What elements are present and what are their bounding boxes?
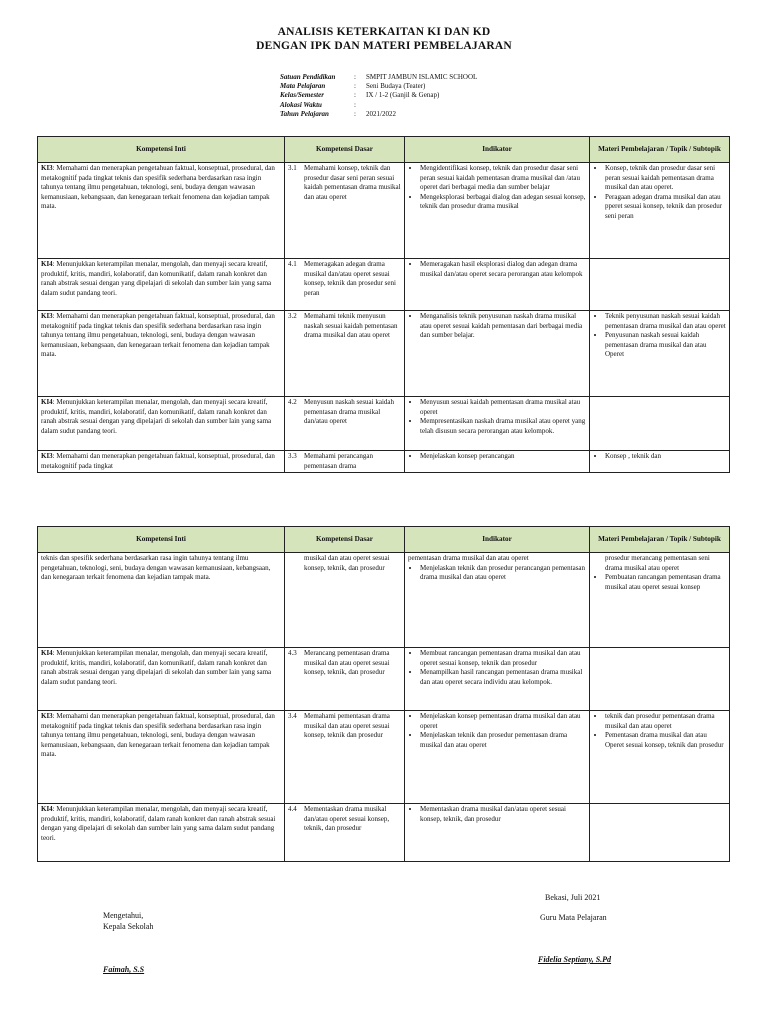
materi-cell bbox=[590, 163, 730, 259]
kd-cell bbox=[285, 397, 405, 451]
materi-item: • Konsep , teknik dan bbox=[605, 452, 726, 462]
indikator-list bbox=[408, 649, 586, 687]
ki-code: KI4 bbox=[41, 649, 53, 657]
ki-code: KI4 bbox=[41, 260, 53, 268]
indikator-list bbox=[408, 398, 586, 436]
kd-text: Menyusun naskah sesuai kaidah pementasan drama musikal dan/atau operet bbox=[304, 398, 395, 426]
indikator-cell bbox=[405, 451, 590, 473]
indikator-item: • Mengidentifikasi konsep, teknik dan prosedur dasar seni peran sesuai kaidah pementasan drama musikal dan /atau operet dari berbagai media dan sumber belajar bbox=[420, 164, 586, 193]
kd-number: 3.3 bbox=[288, 452, 297, 460]
info-row bbox=[280, 91, 477, 100]
info-key: Mata Pelajaran bbox=[280, 82, 326, 91]
ki-text: : Memahami dan menerapkan pengetahuan faktual, konseptual, prosedural, dan metakognitif pada tingkat teknis dan spesifik sederhana berdasarkan rasa ingin tahunya tentang ilmu pengetahuan, teknologi, seni, budaya dengan wawasan kemanusiaan, kebangsaan, dan kenegaraan terkait fenomena dan kejadian tampak mata. bbox=[41, 712, 275, 759]
document-title-line-2: DENGAN IPK DAN MATERI PEMBELAJARAN bbox=[256, 40, 512, 52]
materi-cell bbox=[590, 804, 730, 862]
materi-item: • Pementasan drama musikal dan atau Operet sesuai konsep, teknik dan prosedur bbox=[605, 731, 726, 750]
materi-cell bbox=[590, 553, 730, 648]
indikator-list bbox=[408, 164, 586, 212]
ki-text: : Memahami dan menerapkan pengetahuan faktual, konseptual, prosedural, dan metakognitif pada tingkat bbox=[41, 452, 275, 470]
header-materi: Materi Pembelajaran / Topik / Subtopik bbox=[590, 527, 730, 553]
table-row bbox=[38, 259, 730, 311]
materi-item: • Penyusunan naskah sesuai kaidah pementasan drama musikal dan atau Operet bbox=[605, 331, 726, 360]
header-kompetensi-dasar: Kompetensi Dasar bbox=[285, 137, 405, 163]
materi-item: • Teknik penyusunan naskah sesuai kaidah pementasan drama musikal dan atau operet bbox=[605, 312, 726, 331]
indikator-cell bbox=[405, 711, 590, 804]
info-value: SMPIT JAMBUN ISLAMIC SCHOOL bbox=[366, 73, 478, 81]
header-materi: Materi Pembelajaran / Topik / Subtopik bbox=[590, 137, 730, 163]
kd-number: 3.4 bbox=[288, 712, 297, 720]
materi-list bbox=[593, 712, 726, 750]
materi-list bbox=[593, 312, 726, 360]
kd-text: Memeragakan adegan drama musikal dan/atau operet sesuai konsep, teknik dan prosedur seni peran bbox=[304, 260, 396, 297]
kd-number: 4.4 bbox=[288, 805, 297, 813]
indikator-cell bbox=[405, 804, 590, 862]
kd-number: 4.1 bbox=[288, 260, 297, 268]
ki-cell bbox=[38, 553, 285, 648]
indikator-list bbox=[408, 260, 586, 279]
signature-right-name: Fidelia Septiany, S.Pd bbox=[538, 955, 612, 964]
ki-cell bbox=[38, 451, 285, 473]
kd-content bbox=[288, 164, 401, 202]
kd-number: 3.1 bbox=[288, 164, 297, 172]
indikator-cell bbox=[405, 163, 590, 259]
kd-content bbox=[288, 452, 401, 471]
info-value: Seni Budaya (Teater) bbox=[366, 82, 426, 91]
info-value: 2021/2022 bbox=[366, 109, 396, 118]
ki-cell bbox=[38, 804, 285, 862]
indikator-continued: pementasan drama musikal dan atau operet bbox=[408, 554, 529, 562]
ki-code: KI3 bbox=[41, 164, 53, 172]
document-title-line-1: ANALISIS KETERKAITAN KI DAN KD bbox=[277, 26, 491, 38]
ki-text: : Menunjukkan keterampilan menalar, mengolah, dan menyaji secara kreatif, produktif, kritis, mandiri, kolaboratif, dan komunikatif, dalam ranah konkret dan ranah abstrak sesuai dengan yang dipelajari di sekolah dan sumber lain yang sama dalam sudut pandang teori. bbox=[41, 398, 272, 435]
kd-content bbox=[288, 398, 401, 427]
table-row bbox=[38, 711, 730, 804]
kd-text: Memahami perancangan pementasan drama bbox=[304, 452, 373, 470]
indikator-list bbox=[408, 805, 586, 824]
table-row bbox=[38, 397, 730, 451]
info-row bbox=[280, 73, 477, 82]
materi-list bbox=[593, 452, 726, 462]
analysis-table-page-2 bbox=[37, 526, 730, 862]
indikator-item: • Membuat rancangan pementasan drama musikal dan atau operet sesuai konsep, teknik dan prosedur bbox=[420, 649, 586, 668]
materi-item: • Konsep, teknik dan prosedur dasar seni peran sesuai kaidah pementasan drama musikal dan atau operet. bbox=[605, 164, 726, 193]
signature-left-name: Faimah, S.S bbox=[103, 965, 145, 974]
indikator-item: • Menjelaskan teknik dan prosedur pementasan drama musikal dan atau operet bbox=[420, 731, 586, 750]
materi-cell bbox=[590, 397, 730, 451]
materi-list bbox=[593, 164, 726, 222]
header-indikator: Indikator bbox=[405, 527, 590, 553]
indikator-list bbox=[408, 312, 586, 341]
signature-right-role: Guru Mata Pelajaran bbox=[540, 913, 607, 922]
ki-cell bbox=[38, 711, 285, 804]
ki-code: KI3 bbox=[41, 712, 53, 720]
header-indikator: Indikator bbox=[405, 137, 590, 163]
kd-text: Mementaskan drama musikal dan/atau operet sesuai konsep, teknik, dan prosedur bbox=[304, 805, 390, 833]
kd-content bbox=[288, 649, 401, 678]
materi-continued: prosedur merancang pementasan seni drama musikal atau operet bbox=[605, 554, 710, 572]
header-kompetensi-inti: Kompetensi Inti bbox=[38, 527, 285, 553]
header-kompetensi-dasar: Kompetensi Dasar bbox=[285, 527, 405, 553]
identity-info bbox=[280, 73, 477, 119]
materi-item: • teknik dan prosedur pementasan drama musikal dan atau operet bbox=[605, 712, 726, 731]
indikator-item: • Menjelaskan konsep pementasan drama musikal dan atau operet bbox=[420, 712, 586, 731]
indikator-item: • Menyusun sesuai kaidah pementasan drama musikal atau operet bbox=[420, 398, 586, 417]
header-kompetensi-inti: Kompetensi Inti bbox=[38, 137, 285, 163]
kd-cell bbox=[285, 553, 405, 648]
kd-cell bbox=[285, 451, 405, 473]
kd-cell bbox=[285, 804, 405, 862]
kd-number: 4.2 bbox=[288, 398, 297, 406]
indikator-item: • Memeragakan hasil eksplorasi dialog dan adegan drama musikal dan/atau operet secara perorangan atau kelompok bbox=[420, 260, 586, 279]
kd-text: Memahami pementasan drama musikal dan atau operet sesuai konsep, teknik dan prosedur bbox=[304, 712, 390, 740]
kd-number: 3.2 bbox=[288, 312, 297, 320]
info-value: IX / 1-2 (Ganjil & Genap) bbox=[366, 91, 440, 100]
indikator-list bbox=[408, 452, 586, 462]
kd-text: Memahami teknik menyusun naskah sesuai kaidah pementasan drama musikal dan atau operet bbox=[304, 312, 398, 340]
materi-item: • Peragaan adegan drama musikal dan atau pperet sesuai konsep, teknik dan prosedur seni peran bbox=[605, 193, 726, 222]
info-key: Satuan Pendidikan bbox=[280, 73, 336, 81]
info-colon: : bbox=[354, 82, 356, 91]
kd-text: musikal dan atau operet sesuai konsep, teknik, dan prosedur bbox=[304, 554, 390, 572]
kd-text: Memahami konsep, teknik dan prosedur dasar seni peran sesuai kaidah pementasan drama musikal dan atau operet bbox=[304, 164, 401, 201]
signature-left-role-1: Mengetahui, bbox=[103, 911, 144, 920]
ki-cell bbox=[38, 311, 285, 397]
info-key: Kelas/Semester bbox=[280, 91, 324, 100]
indikator-item: • Menampilkan hasil rancangan pementasan drama musikal dan atau operet secara individu atau kelompok. bbox=[420, 668, 586, 687]
table-row bbox=[38, 804, 730, 862]
info-key: Alokasi Waktu bbox=[280, 100, 322, 109]
table-row bbox=[38, 163, 730, 259]
ki-code: KI4 bbox=[41, 398, 53, 406]
indikator-cell bbox=[405, 311, 590, 397]
table-row bbox=[38, 553, 730, 648]
info-colon: : bbox=[354, 100, 356, 109]
indikator-cell bbox=[405, 553, 590, 648]
indikator-item: • Menjelaskan konsep perancangan bbox=[420, 452, 586, 462]
ki-text: : Memahami dan menerapkan pengetahuan faktual, konseptual, prosedural, dan metakognitif pada tingkat teknis dan spesifik sederhana berdasarkan rasa ingin tahunya tentang ilmu pengetahuan, teknologi, seni, budaya dengan wawasan kemanusiaan, kebangsaan, dan kenegaraan terkait fenomena dan kejadian tampak mata. bbox=[41, 312, 275, 359]
indikator-item: • Mempresentasikan naskah drama musikal atau operet yang telah disusun secara perorangan atau kelompok. bbox=[420, 417, 586, 436]
indikator-cell bbox=[405, 397, 590, 451]
kd-cell bbox=[285, 259, 405, 311]
ki-cell bbox=[38, 259, 285, 311]
materi-cell bbox=[590, 451, 730, 473]
signature-place-date: Bekasi, Juli 2021 bbox=[545, 893, 601, 902]
ki-code: KI4 bbox=[41, 805, 53, 813]
indikator-list bbox=[408, 564, 586, 583]
materi-cell bbox=[590, 311, 730, 397]
materi-cell bbox=[590, 648, 730, 711]
info-row bbox=[280, 82, 477, 91]
kd-content bbox=[288, 312, 401, 341]
info-colon: : bbox=[354, 91, 356, 100]
ki-text: : Memahami dan menerapkan pengetahuan faktual, konseptual, prosedural, dan metakognitif pada tingkat teknis dan spesifik sederhana berdasarkan rasa ingin tahunya tentang ilmu pengetahuan, teknologi, seni, budaya dengan wawasan kemanusiaan, kebangsaan, dan kenegaraan terkait fenomena dan kejadian tampak mata. bbox=[41, 164, 275, 211]
ki-cell bbox=[38, 648, 285, 711]
kd-content bbox=[288, 554, 401, 573]
kd-content bbox=[288, 712, 401, 741]
kd-cell bbox=[285, 711, 405, 804]
ki-cell bbox=[38, 397, 285, 451]
info-colon: : bbox=[354, 73, 356, 81]
indikator-cell bbox=[405, 259, 590, 311]
ki-text: teknis dan spesifik sederhana berdasarkan rasa ingin tahunya tentang ilmu pengetahuan, teknologi, seni, budaya dengan wawasan kemanusiaan, kebangsaan, dan kenegaraan terkait fenomena dan kejadian tampak mata. bbox=[41, 554, 271, 582]
indikator-item: • Menganalisis teknik penyusunan naskah drama musikal atau operet sesuai kaidah pementasan dari berbagai media dan sumber belajar. bbox=[420, 312, 586, 341]
table-row bbox=[38, 451, 730, 473]
ki-code: KI3 bbox=[41, 452, 53, 460]
kd-number: 4.3 bbox=[288, 649, 297, 657]
info-colon: : bbox=[354, 109, 356, 118]
indikator-cell bbox=[405, 648, 590, 711]
ki-code: KI3 bbox=[41, 312, 53, 320]
indikator-list bbox=[408, 712, 586, 750]
kd-text: Merancang pementasan drama musikal dan atau operet sesuai konsep, teknik, dan prosedur bbox=[304, 649, 390, 677]
indikator-item: • Mementaskan drama musikal dan/atau operet sesuai konsep, teknik, dan prosedur bbox=[420, 805, 586, 824]
ki-cell bbox=[38, 163, 285, 259]
ki-text: : Menunjukkan keterampilan menalar, mengolah, dan menyaji secara kreatif, produktif, kritis, mandiri, kolaboratif, dan komunikatif, dalam ranah konkret dan ranah abstrak sesuai dengan yang dipelajari di sekolah dan sumber lain yang sama dalam sudut pandang teori. bbox=[41, 260, 272, 297]
info-row bbox=[280, 101, 477, 110]
table-row bbox=[38, 648, 730, 711]
ki-text: : Menunjukkan keterampilan menalar, mengolah, dan menyaji secara kreatif, produktif, kritis, mandiri, kolaboratif, dan komunikatif, dalam ranah konkret dan ranah abstrak sesuai dengan yang dipelajari di sekolah dan sumber lain yang sama dalam sudut pandang teori. bbox=[41, 649, 272, 686]
kd-cell bbox=[285, 648, 405, 711]
materi-cell bbox=[590, 711, 730, 804]
kd-cell bbox=[285, 311, 405, 397]
indikator-item: • Menjelaskan teknik dan prosedur perancangan pementasan drama musikal dan atau operet bbox=[420, 564, 586, 583]
indikator-item: • Mengeksplorasi berbagai dialog dan adegan sesuai konsep, teknik dan prosedur drama musikal bbox=[420, 193, 586, 212]
signature-left-role-2: Kepala Sekolah bbox=[103, 922, 154, 931]
kd-content bbox=[288, 260, 401, 298]
kd-content bbox=[288, 805, 401, 834]
table-row bbox=[38, 311, 730, 397]
materi-list bbox=[593, 573, 726, 592]
ki-text: : Menunjukkan keterampilan menalar, mengolah, dan menyaji secara kreatif, produktif, kritis, mandiri, kolaboratif, dalam ranah konkret dan ranah abstrak sesuai dengan yang dipelajari di sekolah dan sumber lain yang sama dalam sudut pandang teori. bbox=[41, 805, 276, 842]
info-key: Tahun Pelajaran bbox=[280, 109, 329, 118]
kd-number bbox=[288, 554, 304, 573]
analysis-table-page-1 bbox=[37, 136, 730, 473]
materi-cell bbox=[590, 259, 730, 311]
info-row bbox=[280, 110, 477, 119]
materi-item: • Pembuatan rancangan pementasan drama musikal atau operet sesuai konsep bbox=[605, 573, 726, 592]
kd-cell bbox=[285, 163, 405, 259]
